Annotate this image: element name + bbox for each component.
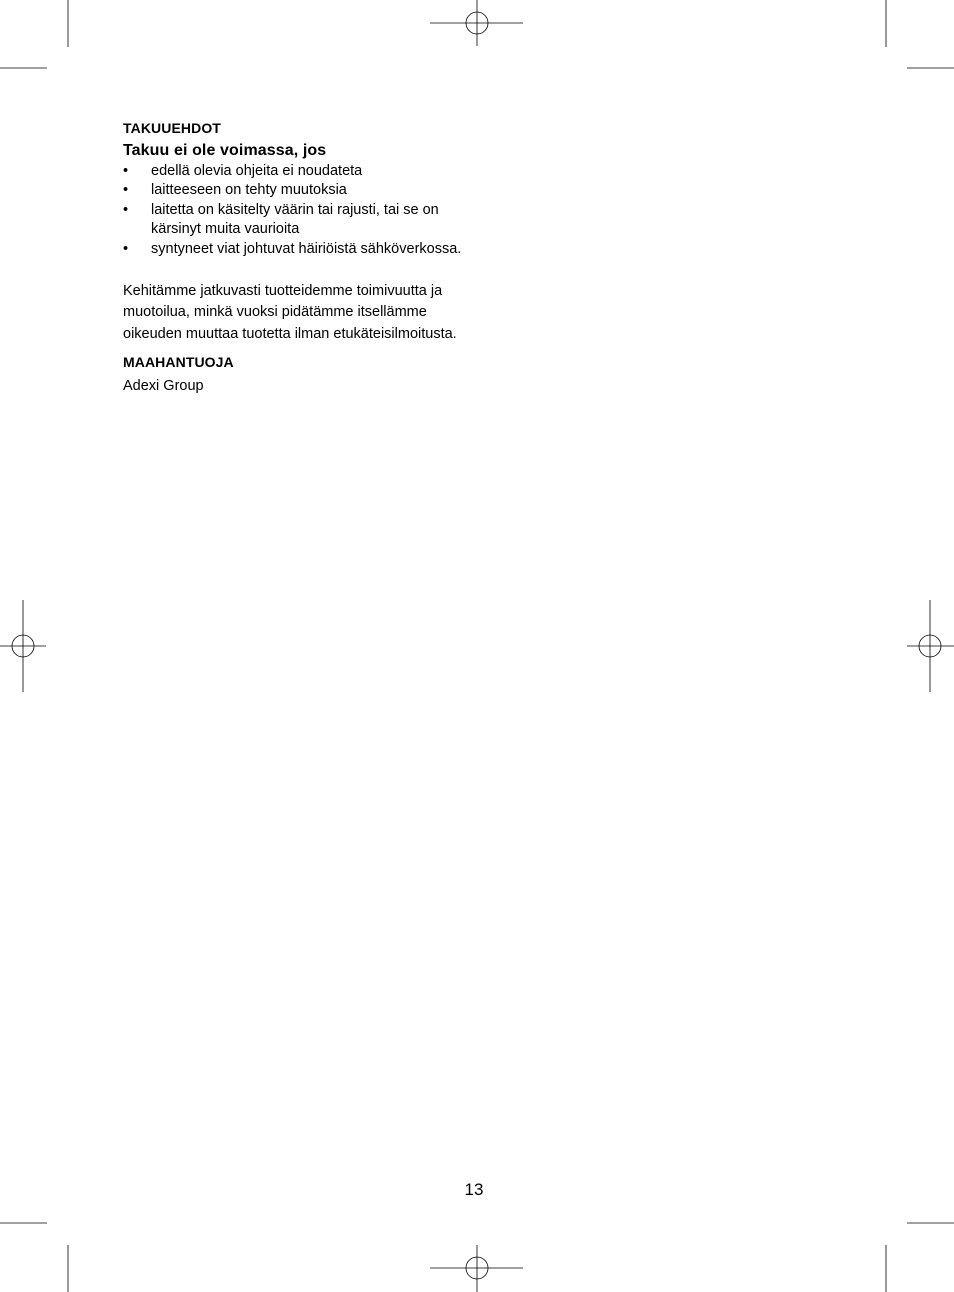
section-title: TAKUUEHDOT (123, 120, 221, 136)
list-item (123, 181, 468, 200)
importer-name: Adexi Group (123, 377, 204, 394)
list-item-text: edellä olevia ohjeita ei noudateta (151, 163, 363, 179)
warranty-content (123, 118, 468, 396)
warranty-subtitle: Takuu ei ole voimassa, jos (123, 142, 327, 159)
list-item-text: laitteeseen on tehty muutoksia (151, 182, 347, 199)
bullet-icon: • (123, 240, 129, 257)
bullet-icon: • (123, 163, 129, 179)
product-development-notice: Kehitämme jatkuvasti tuotteidemme toimivuutta ja muotoilua, minkä vuoksi pidätämme itsellämme oikeuden muuttaa tuotetta ilman etukäteisilmoitusta. (123, 283, 457, 342)
bullet-icon: • (123, 201, 129, 218)
registration-target-bottom (430, 1245, 523, 1292)
list-item (123, 201, 468, 240)
bullet-icon: • (123, 182, 129, 199)
registration-target-right (907, 600, 954, 692)
list-item-text: syntyneet viat johtuvat häiriöistä sähköverkossa. (151, 240, 462, 257)
page-number: 13 (464, 1180, 484, 1199)
list-item (123, 240, 468, 259)
registration-target-left (0, 600, 46, 692)
list-item (123, 162, 468, 181)
importer-title: MAAHANTUOJA (123, 353, 234, 370)
list-item-text: laitetta on käsitelty väärin tai rajusti, tai se on kärsinyt muita vaurioita (151, 201, 439, 238)
warranty-exclusions-list (123, 162, 468, 259)
registration-target-top (430, 0, 523, 46)
